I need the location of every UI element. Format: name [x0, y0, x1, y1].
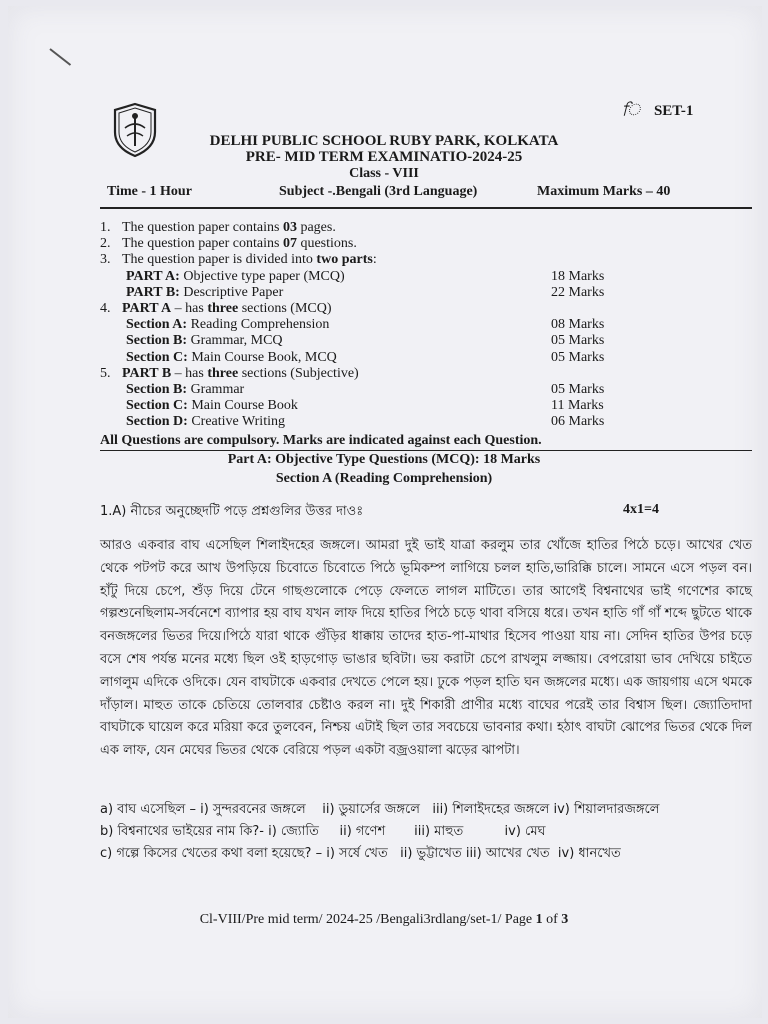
class-label: Class - VIII — [349, 166, 419, 181]
instruction-row — [100, 301, 645, 317]
instruction-row — [100, 366, 645, 382]
instruction-marks: 05 Marks — [551, 381, 605, 397]
instruction-marks: 06 Marks — [551, 414, 605, 430]
instruction-bold: 07 — [282, 236, 297, 252]
instruction-label: Section B: — [126, 333, 188, 349]
instruction-bold: three — [207, 365, 239, 381]
option-line: b) বিশ্বনাথের ভাইয়ের নাম কি?- i) জ্যোতি ii) গণেশ iii) মাহুত iv) মেঘ — [100, 824, 546, 839]
instruction-label: PART B: — [126, 284, 180, 300]
question-options — [100, 800, 659, 866]
pen-scratch-mark — [49, 48, 71, 66]
instruction-number: 4. — [100, 300, 111, 316]
instruction-row — [100, 333, 645, 349]
instruction-row — [100, 252, 645, 268]
instruction-row — [100, 285, 645, 301]
instruction-text: Grammar, MCQ — [187, 333, 283, 349]
instruction-row — [100, 269, 645, 285]
instruction-row — [100, 414, 645, 430]
footer-page: 1 — [535, 912, 543, 927]
instruction-label: Section B: — [126, 381, 188, 397]
instruction-after: sections (MCQ) — [238, 300, 332, 316]
part-a-heading: Part A: Objective Type Questions (MCQ): 18 Marks — [227, 452, 541, 467]
instruction-marks: 18 Marks — [551, 268, 605, 284]
instruction-label: Section D: — [126, 414, 188, 430]
header-divider — [100, 207, 752, 209]
max-marks-label: Maximum Marks – 40 — [537, 184, 671, 199]
instruction-text: Descriptive Paper — [179, 284, 284, 300]
instruction-bold: 03 — [282, 220, 297, 235]
instruction-text: Main Course Book, MCQ — [187, 349, 337, 365]
page-footer — [0, 912, 768, 928]
instruction-number: 5. — [100, 365, 111, 381]
section-a-heading: Section A (Reading Comprehension) — [275, 471, 493, 486]
footer-prefix: Cl-VIII/Pre mid term/ 2024-25 /Bengali3rdlang/set-1/ Page — [199, 912, 536, 927]
instruction-row — [100, 236, 645, 252]
instruction-marks: 11 Marks — [551, 398, 604, 414]
instruction-text: – has — [171, 300, 208, 316]
option-line: c) গল্পে কিসের খেতের কথা বলা হয়েছে? – i) সর্ষে খেত ii) ভুট্টাখেত iii) আখের খেত iv) ধানখেত — [100, 846, 621, 861]
instruction-marks: 05 Marks — [551, 333, 605, 349]
instruction-after: sections (Subjective) — [238, 365, 359, 381]
instruction-number: 1. — [100, 220, 111, 235]
footer-total: 3 — [561, 912, 569, 927]
instruction-row — [100, 220, 645, 236]
instruction-row — [100, 317, 645, 333]
compulsory-note: All Questions are compulsory. Marks are indicated against each Question. — [100, 433, 542, 448]
instruction-label: Section C: — [126, 349, 188, 365]
instruction-row — [100, 350, 645, 366]
subject-label: Subject -.Bengali (3rd Language) — [279, 184, 478, 199]
instruction-text: Reading Comprehension — [187, 317, 330, 333]
school-name: DELHI PUBLIC SCHOOL RUBY PARK, KOLKATA — [209, 133, 559, 149]
instruction-label: Section A: — [126, 317, 188, 333]
instruction-label: PART A: — [126, 268, 180, 284]
instruction-row — [100, 398, 645, 414]
instruction-text: Creative Writing — [187, 414, 285, 430]
instruction-text: The question paper contains — [122, 220, 283, 235]
set-number: SET-1 — [653, 103, 694, 119]
instruction-after: questions. — [296, 236, 357, 252]
instruction-label: PART A — [122, 300, 172, 316]
question-1-label: 1.A) নীচের অনুচ্ছেদটি পড়ে প্রশ্নগুলির উত্তর দাওঃ — [100, 504, 364, 519]
instruction-bold: three — [207, 300, 239, 316]
instruction-text: Objective type paper (MCQ) — [179, 268, 345, 284]
question-1-marks: 4x1=4 — [623, 502, 659, 517]
instruction-label: Section C: — [126, 398, 188, 414]
instruction-text: Grammar — [187, 381, 245, 397]
instruction-label: PART B — [122, 365, 172, 381]
instruction-row — [100, 382, 645, 398]
handwritten-mark: ਿ — [622, 102, 640, 119]
footer-of: of — [542, 912, 562, 927]
exam-title: PRE- MID TERM EXAMINATIO-2024-25 — [245, 149, 523, 165]
option-line: a) বাঘ এসেছিল – i) সুন্দরবনের জঙ্গলে ii) ডুয়ার্সের জঙ্গলে iii) শিলাইদহের জঙ্গলে iv) শিয়ালদারজঙ্গলে — [100, 802, 660, 817]
instruction-marks: 05 Marks — [551, 349, 605, 365]
instruction-after: pages. — [296, 220, 336, 235]
instruction-text: – has — [171, 365, 208, 381]
instructions-divider — [100, 450, 752, 451]
set-label — [622, 102, 693, 120]
instruction-number: 3. — [100, 252, 111, 268]
instruction-number: 2. — [100, 236, 111, 252]
time-label: Time - 1 Hour — [107, 184, 192, 199]
instruction-marks: 22 Marks — [551, 284, 605, 300]
reading-passage: আরও একবার বাঘ এসেছিল শিলাইদহের জঙ্গলে। আমরা দুই ভাই যাত্রা করলুম তার খোঁজে হাতির পিঠে চড়ে। আখের খেত থেকে পটপট করে আখ উপড়িয়ে চিবোতে চিবোতে পিঠে ভূমিকম্প লাগিয়ে চলল হাতি,ভারিক্কি চালে। সামনে এসে পড়ল বন। হাঁটু দিয়ে চেপে, শুঁড় দিয়ে টেনে গাছগুলোকে পেড়ে ফেলতে লাগল মাটিতে। তার আগেই বিশ্বনাথের ভাই গণেশের কাছে গল্পশুনেছিলাম-সর্বনেশে ব্যাপার হয় বাঘ যখন লাফ দিয়ে হাতির পিঠে চড়ে থাবা বসিয়ে ধরে। তখন হাতি গাঁ গাঁ শব্দে ছুটতে থাকে বনজঙ্গলের ভিতর দিয়ে।পিঠে যারা থাকে গুঁড়ির ধাক্কায় তাদের হাত-পা-মাথার হিসেব পাওয়া যায় না। সেদিন হাতির উপর চড়ে বসে শেষ পর্যন্ত মনের মধ্যে ছিল ওই হাড়গোড় ভাঙার ছবিটা। ভয় করাটা চেপে রাখলুম লজ্জায়। বেপরোয়া ভাব দেখিয়ে চাইতে লাগলুম এদিকে ওদিকে। যেন বাঘটাকে একবার দেখতে পেলে হয়। ঢুকে পড়ল হাতি ঘন জঙ্গলের মধ্যে। এক জায়গায় এসে থমকে দাঁড়াল। মাহুত তাকে চেতিয়ে তোলবার চেষ্টাও করল না। দুই শিকারী প্রাণীর মধ্যে বাঘের পরেই তার বিশ্বাস ছিল। জ্যোতিদাদা বাঘটাকে ঘায়েল করে মরিয়া করে তুলবেন, নিশ্চয় এটাই ছিল তার সবচেয়ে ভাবনার কথা। হঠাৎ বাঘটা ঝোপের ভিতর থেকে দিল এক লাফ, যেন মেঘের ভিতর থেকে বেরিয়ে পড়ল একটা বজ্রওয়ালা ঝড়ের ঝাপটা। — [100, 538, 752, 759]
instruction-text: The question paper is divided into — [122, 252, 317, 268]
instruction-text: Main Course Book — [187, 398, 298, 414]
instruction-marks: 08 Marks — [551, 317, 605, 333]
instruction-bold: two parts — [316, 252, 373, 268]
instructions-list — [100, 220, 645, 430]
instruction-after: : — [372, 252, 377, 268]
instruction-text: The question paper contains — [122, 236, 283, 252]
